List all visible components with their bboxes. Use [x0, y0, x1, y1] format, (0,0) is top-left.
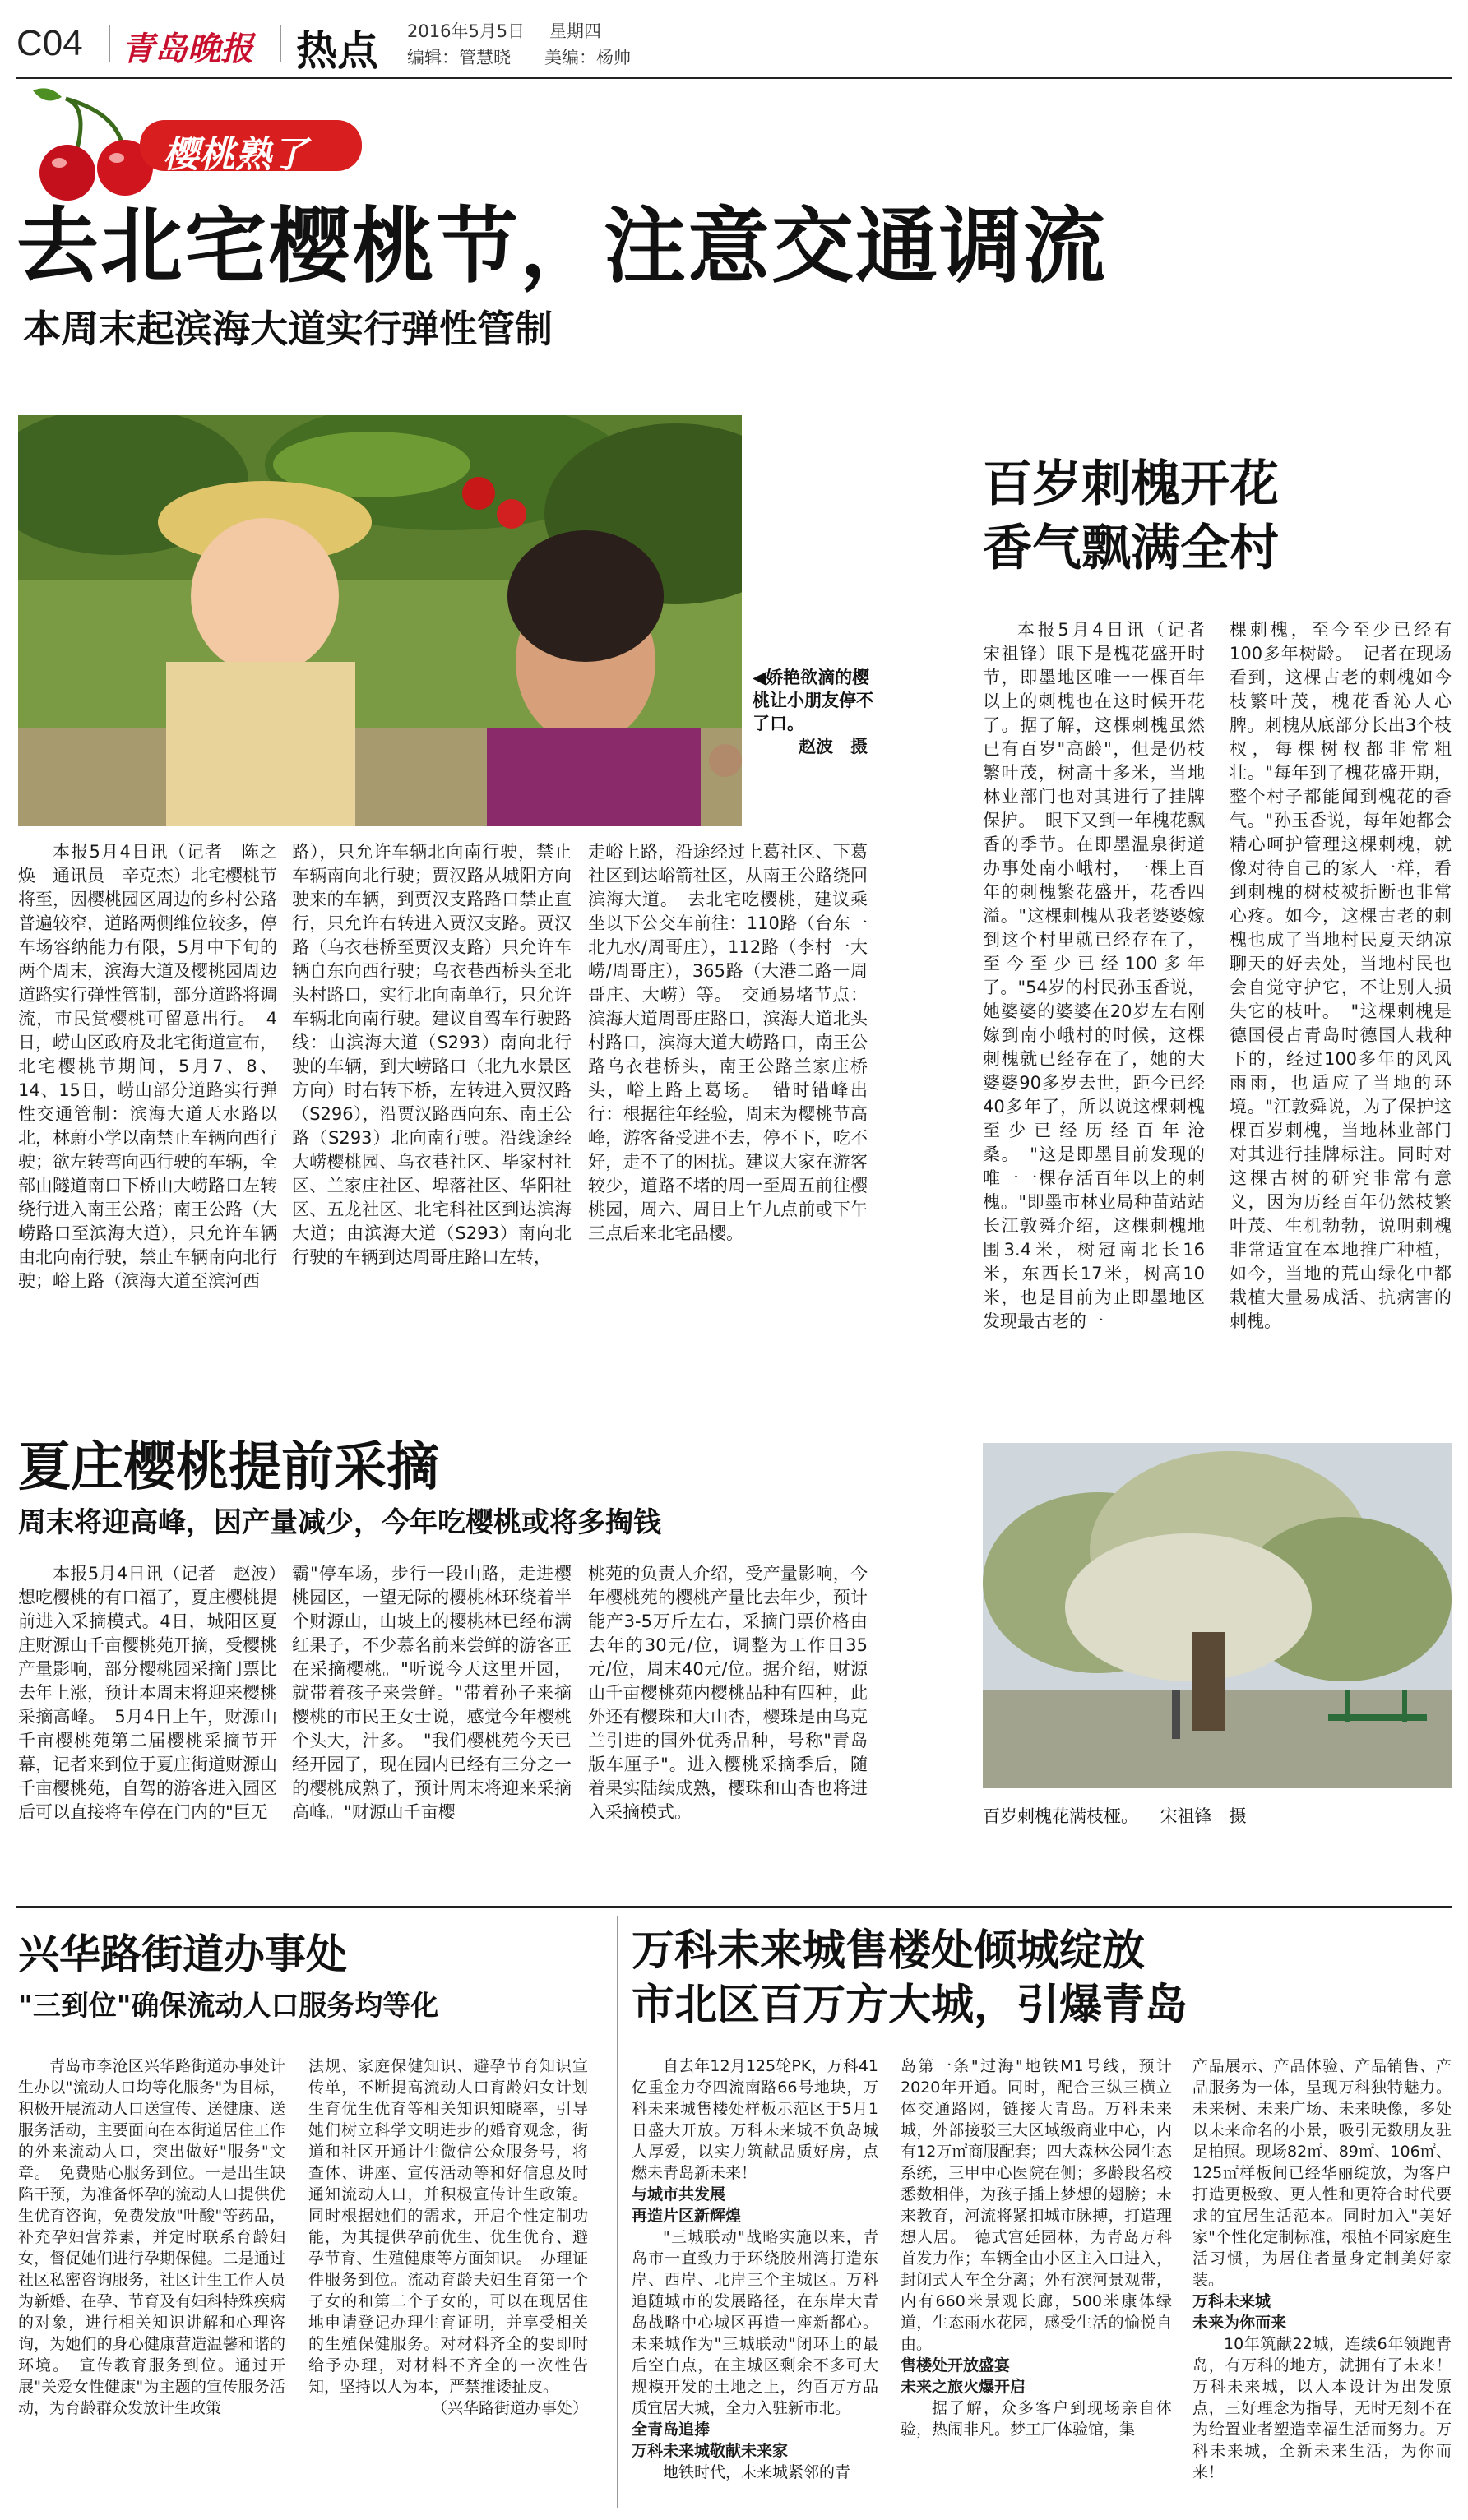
editor-credit: 编辑：管慧晓 — [407, 48, 511, 67]
xinghua-subheadline: "三到位"确保流动人口服务均等化 — [18, 1990, 439, 2023]
locust-photo-caption — [983, 1805, 1452, 1828]
vanke-col1-body3: 地铁时代，未来城紧邻的青 — [663, 2463, 851, 2481]
vanke-col3-subhead1: 万科未来城 — [1192, 2292, 1271, 2310]
page-number: C04 — [16, 23, 83, 63]
xinghua-credit: （兴华路街道办事处） — [431, 2399, 588, 2417]
locust-headline-line1: 百岁刺槐开花 — [983, 455, 1279, 513]
vanke-col2-text: 岛第一条"过海"地铁M1号线，预计2020年开通。同时，配合三纵三横立体交通路网，链接大青岛。万科未来城，外部接驳三大区域级商业中心，内有12万㎡商服配套；四大森林公园生态系统，三甲中心医院在侧；多龄段名校悉数相伴，为孩子插上梦想的翅膀；未来教育，河流将紧扣城市脉搏，打造理想人居。 德式宫廷园林，为青岛万科首发力作；车辆全由小区主入口进入，封闭式人车全分离；外有滨河景观带，内有660米景观长廊，500米康体绿道，生态雨水花园，感受生活的愉悦自由。 — [901, 2057, 1172, 2353]
vanke-col1-subhead3: 全青岛追捧 — [632, 2421, 711, 2439]
vanke-col1-subhead1: 与城市共发展 — [632, 2185, 726, 2203]
lead-subheadline: 本周末起滨海大道实行弹性管制 — [23, 307, 553, 351]
banner-label: 樱桃熟了 — [163, 134, 308, 176]
vanke-col3-subhead2: 未来为你而来 — [1192, 2314, 1287, 2332]
locust-tree-photo — [983, 1443, 1452, 1788]
lead-body-col3 — [588, 840, 868, 1246]
vanke-col3-text: 产品展示、产品体验、产品销售、产品服务为一体，呈现万科独特魅力。未来树、未来广场、未来映像，多处以未来命名的小景，吸引无数朋友驻足拍照。现场82㎡、89㎡、106㎡、125㎡样板间已经华丽绽放，为客户打造更极致、更人性和更符合时代要求的宜居生活范本。同时加入"美好家"个性化定制标准，根植不同家庭生活习惯，为居住者量身定制美好家装。 — [1192, 2057, 1452, 2289]
vanke-col2-body2: 据了解，众多客户到现场亲自体验，热闹非凡。梦工厂体验馆，集 — [901, 2399, 1172, 2439]
paper-logo: 青岛晚报 — [122, 30, 253, 68]
locust-body-col2 — [1230, 618, 1452, 1334]
column-divider — [617, 1916, 618, 2508]
xiazhuang-col2-text: 霸"停车场，步行一段山路，走进樱桃园区，一望无际的樱桃林环绕着半个财源山，山坡上的樱桃林已经布满红果子，不少慕名前来尝鲜的游客正在采摘樱桃。"听说今天这里开园，就带着孩子来尝鲜。"带着孙子来摘樱桃的市民王女士说，感觉今年樱桃个头大，汁多。 "我们樱桃苑今天已经开园了，现在园内已经有三分之一的樱桃成熟了，预计周末将迎来采摘高峰。"财源山千亩樱 — [292, 1564, 572, 1822]
vanke-headline-line2: 市北区百万方大城，引爆青岛 — [632, 1981, 1188, 2030]
vanke-col1-subhead4: 万科未来城敬献未来家 — [632, 2442, 789, 2460]
issue-date: 2016年5月5日 — [407, 21, 526, 41]
vanke-headline — [632, 1924, 1454, 2032]
lead-col2-text: 路），只允许车辆北向南行驶，禁止车辆南向北行驶；贾汉路从城阳方向驶来的车辆，到贾汉支路路口禁止直行，只允许右转进入贾汉支路。贾汉路（乌衣巷桥至贾汉支路）只允许车辆自东向西行驶；乌衣巷西桥头至北头村路口，实行北向南单行，只允许车辆北向南行驶。建议自驾车行驶路线：由滨海大道（S293）南向北行驶的车辆，到大崂路口（北九水景区方向）时右转下桥，左转进入贾汉路（S296），沿贾汉路西向东、南王公路（S293）北向南行驶。沿线途经大崂樱桃园、乌衣巷社区、毕家村社区、兰家庄社区、埠落社区、华阳社区、五龙社区、北宅科社区到达滨海大道；由滨海大道（S293）南向北行驶的车辆到达周哥庄路口左转， — [292, 842, 572, 1267]
issue-weekday: 星期四 — [549, 21, 601, 41]
vanke-headline-line1: 万科未来城售楼处倾城绽放 — [632, 1926, 1146, 1976]
vanke-col1-body2: "三城联动"战略实施以来，青岛市一直致力于环绕胶州湾打造东岸、西岸、北岸三个主城区。万科追随城市的发展路径，在东岸大青岛战略中心城区再造一座新都心。未来城作为"三城联动"闭环上的最后空白点，在主城区剩余不多可大规模开发的土地之上，约百万方品质宜居大城，全力入驻新市北。 — [632, 2228, 878, 2417]
locust-headline — [983, 452, 1452, 580]
lead-col3-text: 走峪上路，沿途经过上葛社区、下葛社区到达峪箭社区，从南王公路绕回滨海大道。 去北宅吃樱桃，建议乘坐以下公交车前往：110路（台东一北九水/周哥庄），112路（李村一大崂/周哥庄），365路（大港二路一周哥庄、大崂）等。 交通易堵节点：滨海大道周哥庄路口，滨海大道北头村路口，滨海大道大崂路口，南王公路乌衣巷桥头，南王公路兰家庄桥头，峪上路上葛场。 错时错峰出行：根据往年经验，周末为樱桃节高峰，游客备受进不去，停不下，吃不好，走不了的困扰。建议大家在游客较少，道路不堵的周一至周五前往樱桃园，周六、周日上午九点前或下午三点后来北宅品樱。 — [588, 842, 868, 1243]
lead-headline: 去北宅樱桃节，注意交通调流 — [16, 198, 1107, 294]
designer-credit: 美编：杨帅 — [544, 48, 631, 67]
xinghua-col2-text: 法规、家庭保健知识、避孕节育知识宣传单，不断提高流动人口育龄妇女计划生育优生优育等相关知识知晓率，引导她们树立科学文明进步的婚育观念，街道和社区开通计生微信公众服务号，将查体、讲座、宣传活动等和好信息及时通知流动人口，并积极宣传计生政策。同时根据她们的需求，开启个性定制功能，为其提供孕前优生、优生优育、避孕节育、生殖健康等方面知识。 办理证件服务到位。流动育龄夫妇生育第一个子女的和第二个子女的，可以在现居住地申请登记办理生育证明，并享受相关的生殖保健服务。对材料齐全的要即时给予办理，对材料不齐全的一次性告知，坚持以人为本，严禁推诿扯皮。 — [308, 2057, 588, 2396]
locust-headline-line2: 香气飘满全村 — [983, 520, 1279, 577]
lead-photo-credit: 赵波 摄 — [799, 737, 868, 756]
vanke-col1-text: 自去年12月125轮PK，万科41亿重金力夺四流南路66号地块，万科未来城售楼处样板示范区于5月1日盛大开放。万科未来城不负岛城人厚爱，以实力筑献品质好房，点燃未青岛新未来！ — [632, 2057, 878, 2182]
vanke-body-col2 — [901, 2055, 1172, 2440]
xinghua-body-col2 — [308, 2055, 588, 2419]
xiazhuang-body-col3 — [588, 1562, 868, 1824]
vanke-col3-body2: 10年筑献22城，连续6年领跑青岛，有万科的地方，就拥有了未来！万科未来城，以人本设计为出发原点，三好理念为指导，无时无刻不在为给置业者塑造幸福生活而努力。万科未来城，全新未来生活，为你而来！ — [1192, 2335, 1452, 2481]
xiazhuang-col1-text: 本报5月4日讯（记者 赵波）想吃樱桃的有口福了，夏庄樱桃提前进入采摘模式。4日，城阳区夏庄财源山千亩樱桃苑开摘，受樱桃产量影响，部分樱桃园采摘门票比去年上涨，预计本周末将迎来樱桃采摘高峰。 5月4日上午，财源山千亩樱桃苑第二届樱桃采摘节开幕，记者来到位于夏庄街道财源山千亩樱桃苑，自驾的游客进入园区后可以直接将车停在门内的"巨无 — [18, 1564, 277, 1822]
lead-photo-caption-text: ◀娇艳欲滴的樱桃让小朋友停不了口。 — [753, 668, 873, 733]
section-divider — [16, 1906, 1452, 1908]
xinghua-body-col1 — [18, 2055, 285, 2419]
xiazhuang-headline: 夏庄樱桃提前采摘 — [18, 1437, 439, 1498]
lead-body-col1 — [18, 840, 277, 1293]
vanke-body-col3 — [1192, 2055, 1452, 2483]
locust-col1-text: 本报5月4日讯（记者 宋祖锋）眼下是槐花盛开时节，即墨地区唯一一棵百年以上的刺槐也在这时候开花了。据了解，这棵刺槐虽然已有百岁"高龄"，但是仍枝繁叶茂，树高十多米，当地林业部门也对其进行了挂牌保护。 眼下又到一年槐花飘香的季节。在即墨温泉街道办事处南小峨村，一棵上百年的刺槐繁花盛开，花香四溢。"这棵刺槐从我老婆婆嫁到这个村里就已经存在了，至今至少已经100多年了。"54岁的村民孙玉香说，她婆婆的婆婆在20岁左右刚嫁到南小峨村的时候，这棵刺槐就已经存在了，她的大婆婆90多岁去世，距今已经40多年了，所以说这棵刺槐至少已经历经百年沧桑。 "这是即墨目前发现的唯一一棵存活百年以上的刺槐。"即墨市林业局种苗站站长江敦舜介绍，这棵刺槐地围3.4米，树冠南北长16米，东西长17米，树高10米，也是目前为止即墨地区发现最古老的一 — [983, 620, 1222, 1331]
locust-col2-text: 棵刺槐，至今至少已经有100多年树龄。 记者在现场看到，这棵古老的刺槐如今枝繁叶茂，槐花香沁人心脾。刺槐从底部分长出3个枝杈，每棵树杈都非常粗壮。"每年到了槐花盛开期，整个村子都能闻到槐花的香气。"孙玉香说，每年她都会精心呵护管理这棵刺槐，就像对待自己的家人一样，看到刺槐的树枝被折断也非常心疼。如今，这棵古老的刺槐也成了当地村民夏天纳凉聊天的好去处，当地村民也会自觉守护它，不让别人损失它的枝叶。 "这棵刺槐是德国侵占青岛时德国人栽种下的，经过100多年的风风雨雨，也适应了当地的环境。"江敦舜说，为了保护这棵百岁刺槐，当地林业部门对其进行挂牌标注。同时对这棵古树的研究非常有意义，因为历经百年仍然枝繁叶茂、生机勃勃，说明刺槐非常适宜在本地推广种植，如今，当地的荒山绿化中都栽植大量易成活、抗病害的刺槐。 — [1230, 620, 1452, 1331]
lead-body-col2 — [292, 840, 572, 1269]
locust-photo-caption-text: 百岁刺槐花满枝桠。 — [983, 1806, 1138, 1826]
masthead — [16, 15, 1452, 75]
vanke-body-col1 — [632, 2055, 878, 2483]
vanke-col1-subhead2: 再造片区新辉煌 — [632, 2207, 742, 2225]
vanke-col2-subhead1: 售楼处开放盛宴 — [901, 2356, 1011, 2374]
xiazhuang-body-col1 — [18, 1562, 277, 1824]
lead-col1-text: 本报5月4日讯（记者 陈之焕 通讯员 辛克杰）北宅樱桃节将至，因樱桃园区周边的乡村公路普遍较窄，道路两侧维位较多，停车场容纳能力有限，5月中下旬的两个周末，滨海大道及樱桃园周边道路实行弹性管制，部分道路将调流，市民赏樱桃可留意出行。 4日，崂山区政府及北宅街道宣布，北宅樱桃节期间，5月7、8、14、15日，崂山部分道路实行弹性交通管制：滨海大道天水路以北，林蔚小学以南禁止车辆向西行驶；欲左转弯向西行驶的车辆，全部由隧道南口下桥由大崂路口左转绕行进入南王公路；南王公路（大崂路口至滨海大道），只允许车辆由北向南行驶，禁止车辆南向北行驶；峪上路（滨海大道至滨河西 — [18, 842, 277, 1291]
child-cherry-photo — [18, 415, 742, 826]
lead-photo-caption — [753, 666, 876, 758]
xiazhuang-subheadline: 周末将迎高峰，因产量减少，今年吃樱桃或将多掏钱 — [18, 1506, 661, 1539]
section-name: 热点 — [296, 27, 378, 75]
xiazhuang-col3-text: 桃苑的负责人介绍，受产量影响，今年樱桃苑的樱桃产量比去年少，预计能产3-5万斤左右，采摘门票价格由去年的30元/位，调整为工作日35元/位，周末40元/位。据介绍，财源山千亩樱桃苑内樱桃品种有四种，此外还有樱珠和大山杏，樱珠是由乌克兰引进的国外优秀品种，号称"青岛版车厘子"。进入樱桃采摘季后，随着果实陆续成熟，樱珠和山杏也将进入采摘模式。 — [588, 1564, 868, 1822]
masthead-rule — [16, 77, 1452, 79]
xiazhuang-body-col2 — [292, 1562, 572, 1824]
xinghua-col1-text: 青岛市李沧区兴华路街道办事处计生办以"流动人口均等化服务"为目标，积极开展流动人口送宣传、送健康、送服务活动，主要面向在本街道居住工作的外来流动人口，突出做好"服务"文章。 免费贴心服务到位。一是出生缺陷干预，为准备怀孕的流动人口提供优生优育咨询，免费发放"叶酸"等药品，补充孕妇营养素，并定时联系育龄妇女，督促她们进行孕期保健。二是通过社区私密咨询服务，社区计生工作人员为新婚、在孕、节育及有妇科特殊疾病的对象，进行相关知识讲解和心理咨询，为她们的身心健康营造温馨和谐的环境。 宣传教育服务到位。通过开展"关爱女性健康"为主题的宣传服务活动，为育龄群众发放计生政策 — [18, 2057, 285, 2417]
xinghua-headline: 兴华路街道办事处 — [18, 1930, 347, 1978]
vanke-col2-subhead2: 未来之旅火爆开启 — [901, 2378, 1026, 2396]
cherry-banner — [16, 82, 362, 206]
locust-photo-credit: 宋祖锋 摄 — [1160, 1806, 1247, 1826]
locust-body-col1 — [983, 618, 1222, 1334]
